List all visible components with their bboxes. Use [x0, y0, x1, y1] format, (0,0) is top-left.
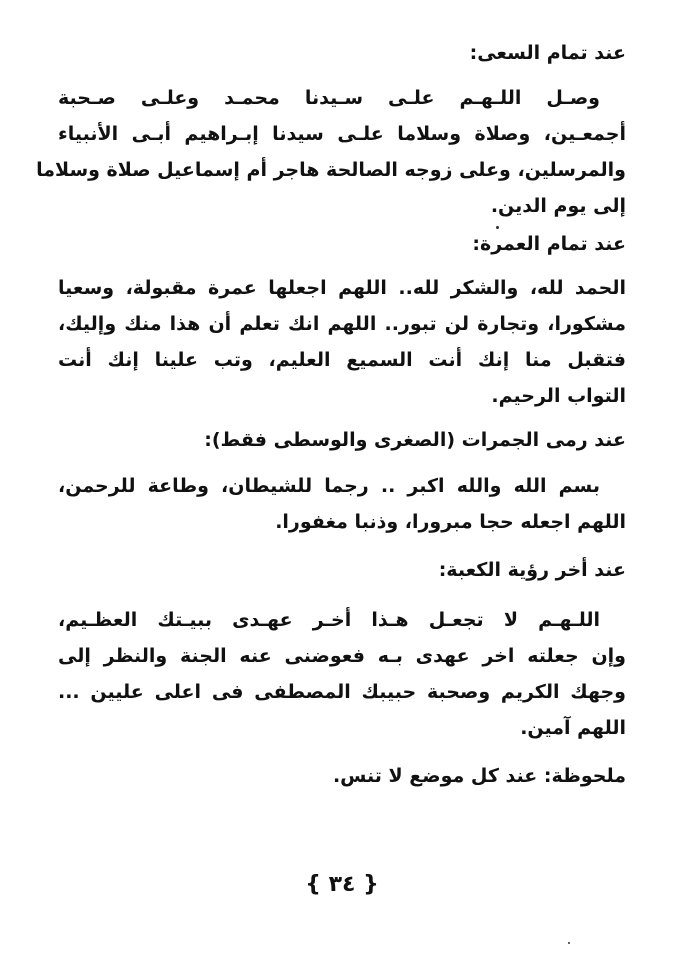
heading-saee: عند تمام السعى:	[469, 42, 626, 64]
text-line: أجمعـين، وصلاة وسلاما علـى سيدنا إبـراهيم أبـى الأنبياء	[58, 123, 626, 145]
text-line: اللهم اجعله حجا مبرورا، وذنبا مغفورا.	[275, 511, 626, 533]
text-line: اللـهـم لا تجعـل هـذا أخـر عهـدى ببيـتك العظـيم،	[58, 609, 600, 631]
note: ملحوظة: عند كل موضع لا تنس.	[332, 765, 626, 787]
paragraph-kaaba	[58, 602, 626, 746]
text-line: والمرسلين، وعلى زوجه الصالحة هاجر أم إسماعيل صلاة وسلاما	[36, 159, 626, 181]
text-line: اللهم آمين.	[520, 717, 626, 739]
text-line: وجهك الكريم وصحبة حبيبك المصطفى فى اعلى عليين ...	[58, 681, 626, 703]
text-line: الحمد لله، والشكر لله.. اللهم اجعلها عمرة مقبولة، وسعيا	[58, 277, 626, 299]
paragraph-jamarat	[58, 468, 626, 540]
text-line: إلى يوم الدين.	[490, 195, 626, 217]
page-number: { ٣٤ }	[305, 872, 379, 897]
text-line: مشكورا، وتجارة لن تبور.. اللهم انك تعلم أن هذا منك وإليك،	[58, 313, 626, 335]
heading-jamarat: عند رمى الجمرات (الصغرى والوسطى فقط):	[204, 429, 626, 451]
text-line: بسم الله والله اكبر .. رجما للشيطان، وطاعة للرحمن،	[58, 475, 600, 497]
paragraph-saee	[36, 80, 626, 224]
text-line: وإن جعلته اخر عهدى بـه فعوضنى عنه الجنة والنظر إلى	[58, 645, 626, 667]
paragraph-umrah	[58, 270, 626, 414]
heading-kaaba: عند أخر رؤية الكعبة:	[438, 559, 626, 581]
text-line: وصـل اللـهـم علـى سـيدنا محمـد وعلـى صـحبة	[58, 87, 600, 109]
text-line: التواب الرحيم.	[491, 385, 626, 407]
scan-speck	[496, 226, 499, 229]
heading-umrah: عند تمام العمرة:	[472, 233, 626, 255]
text-line: فتقبل منا إنك أنت السميع العليم، وتب علينا إنك أنت	[58, 349, 626, 371]
scan-speck	[568, 942, 570, 944]
